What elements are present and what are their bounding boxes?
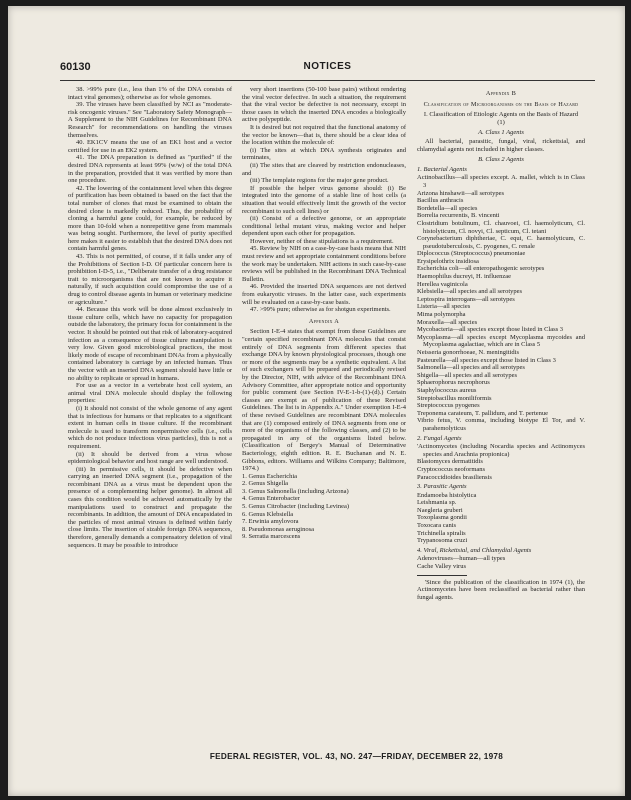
paragraph: 45. Review by NIH on a case-by-case basis means that NIH must review and set appropriate containment conditions before the work may be undertaken. NIH actions in such case-by-case reviews will be published in the Recombinant DNA Technical Bulletin. [242,245,406,283]
genus-item: 4. Genus Enterobacter [242,495,300,503]
bacterial-agent: Streptococcus pyogenes [417,402,480,410]
paragraph: 40. EK1CV means the use of an EK1 host and a vector certified for use in an EK2 system. [68,139,232,154]
genus-item: 6. Genus Klebsiella [242,510,294,518]
genus-item: 1. Genus Escherichia [242,472,298,480]
appendix-b-subtitle: Classification of Microorganisms on the Basis of Hazard [423,100,579,108]
paragraph: 47. >99% pure; otherwise as for shotgun experiments. [250,306,391,314]
paragraph: (iii) In permissive cells, it should be defective when carrying an inserted DNA segment (i.e., propagation of the recombinant DNA as a virus must be dependent upon the presence of a complementing helper genome). In almost all cases this condition would be achieved automatically by the manipulations used to construct and propagate the recombinants. In addition, the amount of DNA encapsidated in the particles of most animal viruses is defined within fairly close limits. The insertion of sizable foreign DNA sequences, therefore, generally demands a compensatory deletion of viral sequences. It may be possible to introduce [68,465,232,549]
bacterial-agent: Moraxella—all species [417,318,478,326]
paragraph: 43. This is not permitted, of course, if it falls under any of the Prohibitions of Section I-D. Of particular concern here is prohibition I-D-5, i.e., "Deliberate transfer of a drug resistance trait to microorganisms that are not known to acquire it naturally, if such acquisition could compromise the use of a drug to control disease agents in human or veterinary medicine or agriculture." [68,253,232,306]
column-1 [68,86,232,549]
document-page [8,6,625,796]
bacterial-agent: Diplococcus (Streptococcus) pneumoniae [417,250,526,258]
bacterial-agent: Leptospira interrogans—all serotypes [417,295,515,303]
page-footer: FEDERAL REGISTER, VOL. 43, NO. 247—FRIDAY, DECEMBER 22, 1978 [209,752,504,761]
viral-heading: 4. Viral, Rickettsial, and Chlamydial Agents [417,546,532,554]
genus-item: 9. Serratia marcescens [242,533,301,541]
bacterial-agent: Klebsiella—all species and all serotypes [417,288,523,296]
bacterial-heading: 1. Bacterial Agents [417,165,467,173]
parasitic-list [417,492,585,545]
bacterial-agent: Treponema carateum, T. pallidum, and T. pertenue [417,409,549,417]
paragraph: 46. Provided the inserted DNA sequences are not derived from eukaryotic viruses. In the latter case, such experiments will be evaluated on a case-by-case basis. [242,283,406,306]
paragraph: (i) The sites at which DNA synthesis originates and terminates, [242,146,406,162]
paragraph: 42. The lowering of the containment level when this degree of purification has been obtained is based on the fact that the total number of clones that must be examined to obtain the desired clone is markedly reduced. Thus, the probability of cloning a harmful gene could, for example, be reduced by more than 10-fold when a nonrepetitive gene from mammals was being sought. Furthermore, the level of purity specified here makes it easier to establish that the desired DNA does not contain harmful genes. [68,184,232,253]
appendix-a-paragraph: Section I-E-4 states that exempt from these Guidelines are "certain specified recombinant DNA molecules that consist entirely of DNA segments from different species that exchange DNA by known physiological processes, though one or more of the segments may be a synthetic equivalent. A list of such exchangers will be prepared and periodically revised by the Director, NIH, with advice of the Recombinant DNA Advisory Committee, after appropriate notice and opportunity for public comment (see Section IV-E-1-b-(1)-(d).) Certain classes are exempt as of publication of these Revised Guidelines. The list is in Appendix A." Under exemption I-E-4 of these revised Guidelines are recombinant DNA molecules that are (1) composed entirely of DNA segments from one or more of the organisms of the following classes, and (2) to be propagated in any of the organisms listed below. (Classification of Bergey's Manual of Determinative Bacteriology, eighth edition. R. E. Buchanan and N. E. Gibbons, editors. Williams and Wilkins Company; Baltimore, 1974.) [242,328,406,473]
bacterial-agent: Streptobacillus moniliformis [417,394,492,402]
genus-item: 3. Genus Salmonella (including Arizona) [242,487,349,495]
column-2 [242,86,406,541]
class2-heading: B. Class 2 Agents [478,156,524,164]
paragraph: For use as a vector in a vertebrate host cell system, an animal viral DNA molecule should display the following properties: [68,382,232,405]
paragraph: (ii) Consist of a defective genome, or an appropriate conditional lethal mutant virus, making vector and helper dependent upon each other for propagation. [242,215,406,238]
appendix-b-heading: Appendix B [485,90,517,97]
bacterial-agent: Mycobacteria—all species except those listed in Class 3 [417,326,564,334]
fungal-agent: 'Actinomycetes (including Nocardia species and Actinomyces species and Arachnia propionica) [417,443,585,458]
bacterial-agent: Salmonella—all species and all serotypes [417,364,525,372]
bacterial-agent: Shigella—all species and all serotypes [417,371,518,379]
bacterial-agent: Bordetella—all species [417,204,478,212]
paragraph: 39. The viruses have been classified by NCI as "moderate-risk oncogenic viruses." See "Laboratory Safety Monograph—A Supplement to the NIH Guidelines for Recombinant DNA Research" for recommendations on handling the viruses themselves. [68,101,232,139]
bacterial-agent: Corynebacterium diphtheriae, C. equi, C. haemolyticum, C. pseudotuberculosis, C. pyogenes, C. renale [417,235,585,250]
bacterial-agent: Listeria—all species [417,303,471,311]
parasitic-agent: Leishmania sp. [417,499,457,507]
parasitic-agent: Trypanosoma cruzi [417,537,468,545]
bacterial-agent: Clostridium botulinum, Cl. chauvoei, Cl. haemolyticum, Cl. histolyticum, Cl. novyi, Cl. septicum, Cl. tetani [417,219,585,235]
bacterial-agent: Mycoplasma—all species except Mycoplasma mycoides and Mycoplasma agalactiae, which are in Class 5 [417,333,585,349]
bacterial-agent: Actinobacillus—all species except. A. mallei, which is in Class 3 [417,174,585,189]
fungal-agent: Blastomyces dermatitidis [417,458,483,466]
fungal-list [417,443,585,481]
paragraph: (ii) It should be derived from a virus whose epidemiological behavior and host range are well understood. [68,450,232,466]
bacterial-agent: Herellea vaginicola [417,280,468,288]
genus-item: 8. Pseudomonas aeruginosa [242,525,315,533]
bacterial-agent: Erysipelothrix insidiosa [417,257,479,265]
parasitic-agent: Toxocara canis [417,522,457,530]
genus-list [242,473,406,541]
fungal-heading: 2. Fungal Agents [417,434,462,442]
bacterial-agent: Arizona hinshawii—all serotypes [417,189,505,197]
paragraph: (iii) The template regions for the major gene product. [250,177,389,185]
bacterial-agent: Bacillus anthracis [417,197,464,205]
genus-item: 5. Genus Citrobacter (including Levinea) [242,503,350,511]
bacterial-agent: Haemophilus ducreyi, H. influenzae [417,273,512,281]
paragraph: 44. Because this work will be done almost exclusively in tissue culture cells, which have no capacity for propagation outside the laboratory, the primary focus for containment is the vector. It should be pointed out that risk of laboratory-acquired infection as a consequence of tissue culture manipulation is very low. Given good microbiological practices, the most likely mode of escape of recombinant DNAs from a physically contained laboratory is carriage by an infected human. Thus the vector with an inserted DNA segment should have little or no ability to replicate or spread in humans. [68,306,232,382]
viral-list [417,555,585,570]
parasitic-heading: 3. Parasitic Agents [417,483,467,491]
paragraph: It is desired but not required that the functional anatomy of the vector be known—that is, there should be a clear idea of the location within the molecule of: [242,123,406,147]
bacterial-agent: Escherichia coli—all enteropathogenic serotypes [417,265,545,273]
column-3 [417,86,585,601]
paragraph: (ii) The sites that are cleaved by restriction endonucleases, and [242,161,406,177]
bacterial-agent: Vibrio fetus, V. comma, including biotype El Tor, and V. parahemolyticus [417,417,585,432]
parasitic-agent: Trichinella spiralis [417,529,466,537]
parasitic-agent: Endamoeba histolytica [417,491,477,499]
parasitic-agent: Toxoplasma gondii [417,514,467,522]
viral-agent: Adenoviruses—human—all types [417,555,506,563]
fungal-agent: Paracoccidioides brasiliensis [417,473,492,481]
section-title: NOTICES [303,61,352,72]
page-header [60,61,595,77]
bacterial-agent: Borrelia recurrentis, B. vincenti [417,212,500,220]
viral-agent: Cache Valley virus [417,563,466,571]
genus-item: 2. Genus Shigella [242,480,289,488]
bacterial-agent: Pasteurella—all species except those listed in Class 3 [417,356,556,364]
paragraph: 38. >99% pure (i.e., less than 1% of the DNA consists of intact viral genomes); otherwise as for whole genomes. [68,86,232,101]
bacterial-list [417,174,585,432]
paragraph: However, neither of these stipulations is a requirement. [250,237,394,245]
bacterial-agent: Sphaerophorus necrophorus [417,379,490,387]
paragraph: very short insertions (50-100 base pairs) without rendering the viral vector defective. In such a situation, the requirement that the viral vector be defective is not necessary, except in those cases in which the inserted DNA encodes a biologically active polypeptide. [242,86,406,124]
paragraph: 41. The DNA preparation is defined as "purified" if the desired DNA represents at least 99% (w/w) of the total DNA in the preparation, provided that it was verified by more than one procedure. [68,154,232,185]
parasitic-agent: Naegleria gruberi [417,506,463,514]
footnote-rule [417,575,467,576]
footnote: 'Since the publication of the classification in 1974 (1), the Actinomycetes have been reclassified as bacterial rather than fungal agents. [417,578,585,601]
bacterial-agent: Staphylococcus aureus [417,386,477,394]
fungal-agent: Cryptococcus neoformans [417,465,486,473]
bacterial-agent: Mima polymorpha [417,311,466,319]
genus-item: 7. Erwinia amylovora [242,518,299,526]
paragraph: (i) It should not consist of the whole genome of any agent that is infectious for humans or that replicates to a significant extent in human cells in tissue culture. If the recombinant molecule is used to transform nonpermissive cells (i.e., cells which do not produce infectious virus particles), this is not a requirement. [68,404,232,450]
bacterial-agent: Neisseria gonorrhoeae, N. meningitidis [417,349,519,356]
header-rule [60,80,595,81]
page-number: 60130 [60,61,91,73]
classification-section-title: I. Classification of Etiologic Agents on the Basis of Hazard (1) [423,111,579,126]
class1-text: All bacterial, parasitic, fungal, viral, rickettsial, and chlamydial agents not included in higher classes. [417,137,585,153]
appendix-a-heading: Appendix A [308,317,340,325]
paragraph: If possible the helper virus genome should: (i) Be integrated into the genome of a stable line of host cells (a situation that would effectively limit the growth of the vector recombinant to such cell lines) or [242,184,406,215]
class1-heading: A. Class 1 Agents [478,129,524,137]
